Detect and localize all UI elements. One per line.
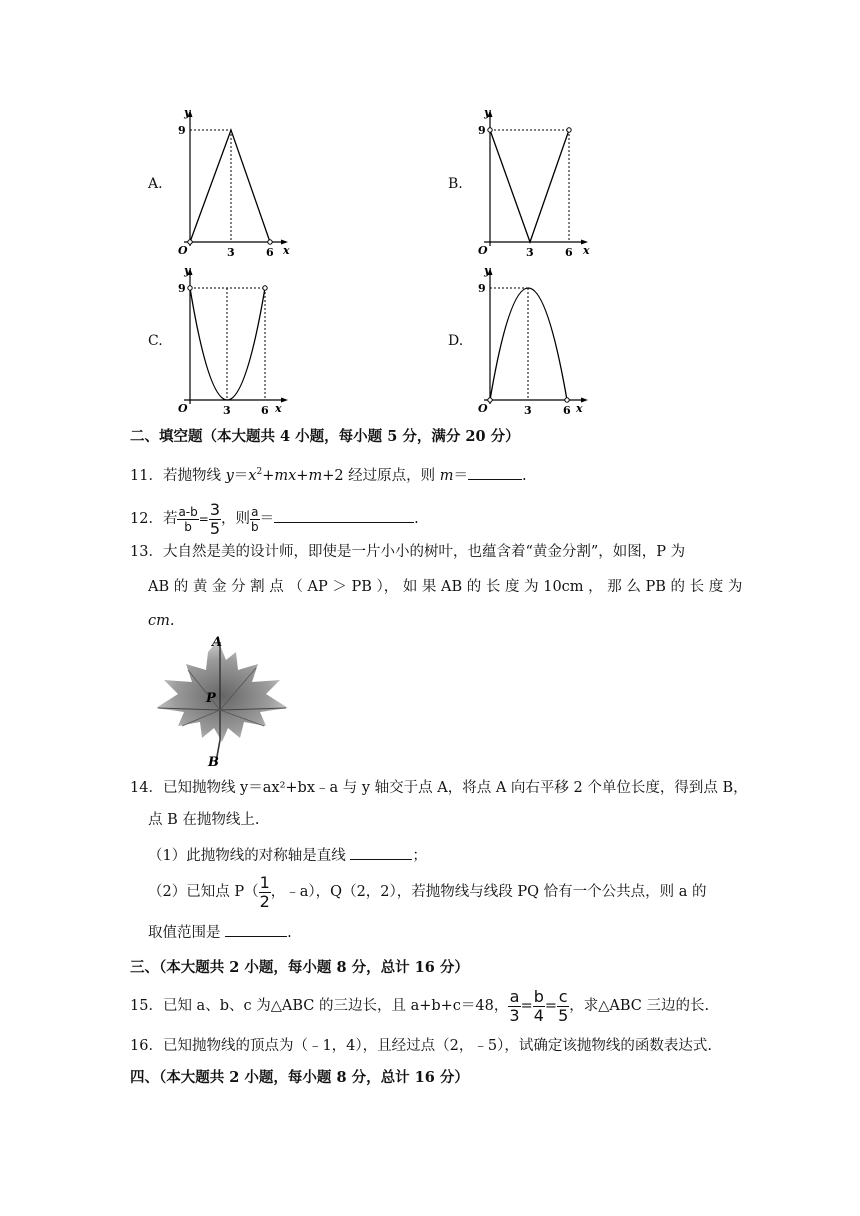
graph-a <box>172 108 300 258</box>
y-axis-label: y <box>484 266 491 277</box>
option-a-letter: A. <box>148 176 163 192</box>
x-axis-label: x <box>576 402 583 415</box>
q12-eq: = <box>198 512 209 526</box>
section-2-heading: 二、填空题（本大题共 4 小题，每小题 5 分，满分 20 分） <box>130 428 520 445</box>
origin-label: O <box>178 244 188 257</box>
x-axis-label: x <box>275 402 282 415</box>
q15-fc-num: c <box>558 986 568 1006</box>
q14-sub2-line2-text: 取值范围是 <box>148 925 226 941</box>
q14-line-2: 点 B 在抛物线上. <box>148 812 260 828</box>
q15-fc-den: 5 <box>558 1005 569 1025</box>
x-tick-3: 3 <box>223 404 231 416</box>
q11-m2: m <box>308 467 323 484</box>
maple-leaf-image <box>148 630 298 770</box>
q11-eq2: ＝ <box>453 467 469 484</box>
y-axis-label: y <box>184 108 191 119</box>
q12-f1-den: b <box>184 519 192 534</box>
x-tick-6: 6 <box>261 404 269 416</box>
graph-d <box>472 266 600 416</box>
q15-fraction-b <box>533 988 545 1025</box>
q11-x: x <box>248 467 257 484</box>
q11-sq: 2 <box>256 467 263 477</box>
origin-label: O <box>478 402 488 415</box>
graph-c <box>172 266 300 416</box>
q15-fb-den: 4 <box>533 1005 544 1025</box>
y-tick-9: 9 <box>478 124 486 137</box>
q14-sub1-end: ； <box>412 848 427 864</box>
origin-label: O <box>178 402 188 415</box>
q12-fraction-2 <box>209 501 221 538</box>
y-tick-9: 9 <box>478 282 486 295</box>
leaf-label-p: P <box>206 691 216 706</box>
q15-post: ，求△ABC 三边的长. <box>569 998 710 1014</box>
q12-end: . <box>414 511 419 527</box>
option-c-letter: C. <box>148 333 163 349</box>
q15-fb-num: b <box>533 986 544 1006</box>
q12-pre: 若 <box>162 511 178 527</box>
q11-m3: m <box>439 467 454 484</box>
q12-answer-blank[interactable] <box>274 508 414 523</box>
origin-label: O <box>478 244 488 257</box>
y-tick-9: 9 <box>178 124 186 137</box>
q11-tail: +2 经过原点，则 <box>322 467 440 484</box>
y-axis-label: y <box>184 266 191 277</box>
q14-fraction <box>259 874 271 911</box>
section-3-heading: 三、（本大题共 2 小题，每小题 8 分，总计 16 分） <box>130 959 469 976</box>
option-d-letter: D. <box>448 333 464 349</box>
q11-m: m <box>274 467 289 484</box>
q15-fraction-a <box>508 988 520 1025</box>
x-tick-6: 6 <box>565 246 573 258</box>
q15-pre: 15．已知 a、b、c 为△ABC 的三边长，且 a+b+c＝48， <box>130 998 509 1014</box>
x-tick-3: 3 <box>524 404 532 416</box>
q11-end: . <box>522 467 527 484</box>
question-16: 16．已知抛物线的顶点为（﹣1，4），且经过点（2，﹣5），试确定该抛物线的函数表达式. <box>130 1038 712 1054</box>
graph-b <box>472 108 600 258</box>
q12-f3-den: b <box>251 519 259 534</box>
q11-x2: x <box>288 467 297 484</box>
q12-fraction-1 <box>177 505 198 534</box>
q14-sub-2-line-2 <box>148 922 292 943</box>
q15-fa-num: a <box>509 986 520 1006</box>
q14-sub2-pre: （2）已知点 P（ <box>148 884 259 900</box>
q11-answer-blank[interactable] <box>468 465 522 480</box>
q11-pre: 若抛物线 <box>162 467 226 484</box>
q14-sub2-post: ，﹣a），Q（2，2），若抛物线与线段 PQ 恰有一个公共点，则 a 的 <box>270 884 707 900</box>
option-b-letter: B. <box>448 176 463 192</box>
x-tick-3: 3 <box>526 246 534 258</box>
q15-fraction-c <box>557 988 569 1025</box>
q12-mid: ，则 <box>221 511 251 527</box>
x-tick-6: 6 <box>563 404 571 416</box>
y-axis-label: y <box>484 108 491 119</box>
q14-sub1-text: （1）此抛物线的对称轴是直线 <box>148 848 351 864</box>
q15-fa-den: 3 <box>509 1005 520 1025</box>
q14-line-1: 14．已知抛物线 y＝ax²+bx﹣a 与 y 轴交于点 A，将点 A 向右平移 2 个单位长度，得到点 B， <box>130 780 748 796</box>
x-tick-6: 6 <box>266 246 274 258</box>
section-4-heading: 四、（本大题共 2 小题，每小题 8 分，总计 16 分） <box>130 1069 469 1086</box>
q11-eq: ＝ <box>233 467 249 484</box>
x-axis-label: x <box>283 244 290 257</box>
q12-f2-num: 3 <box>209 499 221 519</box>
x-tick-3: 3 <box>227 246 235 258</box>
q12-f3-num: a <box>251 504 259 519</box>
q14-sub2-answer-blank[interactable] <box>225 922 287 937</box>
q11-y: y <box>225 467 234 484</box>
question-12 <box>130 500 419 538</box>
q11-plus2: + <box>296 467 309 484</box>
q14-sub-1 <box>148 845 427 866</box>
q11-number: 11． <box>130 467 163 484</box>
x-axis-label: x <box>583 244 590 257</box>
y-tick-9: 9 <box>178 282 186 295</box>
q11-plus: + <box>262 467 275 484</box>
question-11 <box>130 462 527 486</box>
q12-f1-num: a-b <box>178 504 198 519</box>
q14-frac-den: 2 <box>259 891 270 911</box>
q13-line-1: 13．大自然是美的设计师，即使是一片小小的树叶，也蕴含着“黄金分割”，如图，P 为 <box>130 544 686 560</box>
q15-eq2: = <box>544 998 558 1014</box>
question-15 <box>130 986 709 1026</box>
q14-sub1-answer-blank[interactable] <box>350 845 412 860</box>
q14-frac-num: 1 <box>259 872 270 892</box>
q12-f2-den: 5 <box>209 518 221 538</box>
q15-eq1: = <box>520 998 533 1014</box>
q12-eq2: ＝ <box>259 511 275 527</box>
q13-line-3: cm. <box>148 613 175 629</box>
q13-line-2: AB 的 黄 金 分 割 点 （ AP ＞ PB ）， 如 果 AB 的 长 度 为 10cm ， 那 么 PB 的 长 度 为 <box>148 579 743 595</box>
q14-sub2-end: . <box>287 925 292 941</box>
q12-number: 12． <box>130 511 163 527</box>
q14-sub-2 <box>148 872 707 912</box>
q12-fraction-3 <box>250 505 260 534</box>
leaf-label-b: B <box>208 755 219 770</box>
leaf-label-a: A <box>212 635 223 650</box>
